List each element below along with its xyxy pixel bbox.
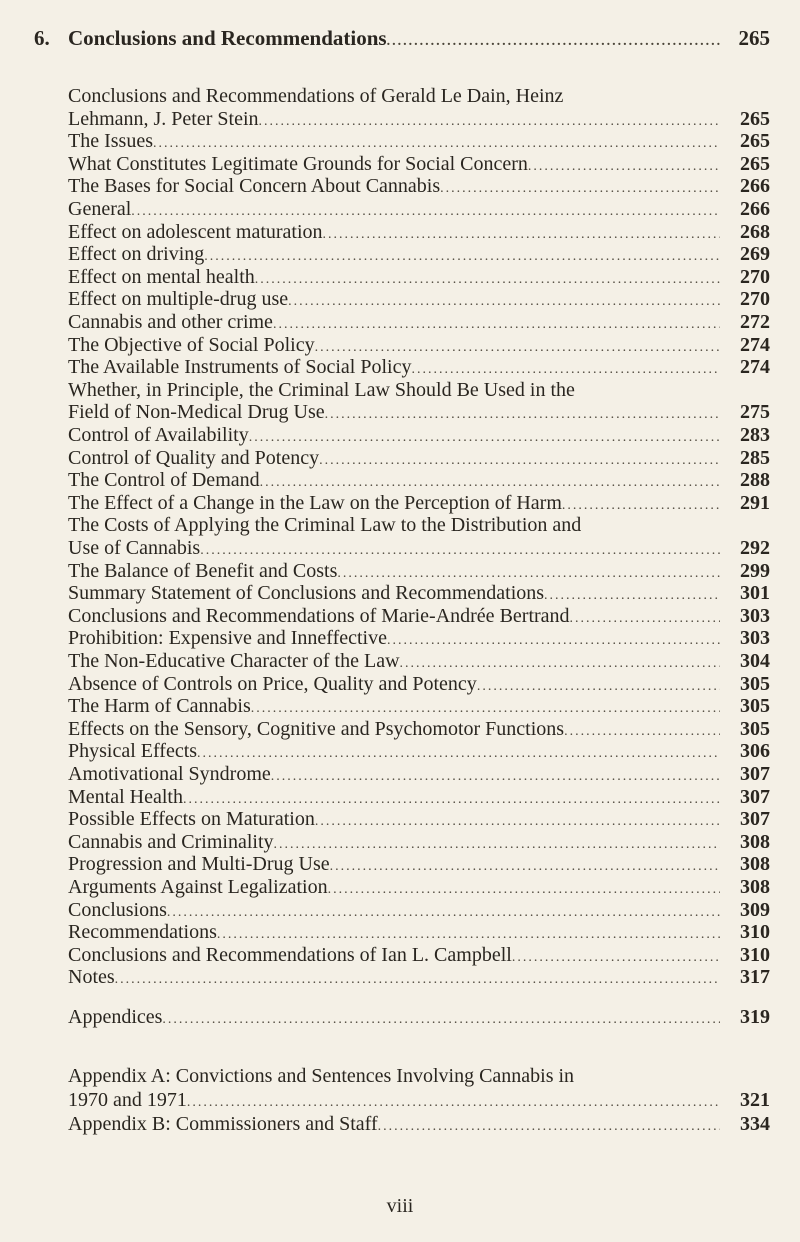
toc-entry-page: 269 [740,243,770,266]
toc-entry-page: 305 [740,717,770,740]
toc-entry-title: Control of Quality and Potency [68,446,320,469]
toc-entry-line1: Conclusions and Recommendations of Gerald Le Dain, Heinz [68,85,564,107]
section-title: Conclusions and Recommendations [68,26,387,50]
toc-entry-line1: The Costs of Applying the Criminal Law to the Distribution and [68,514,582,537]
toc-entry-page: 305 [740,695,770,718]
toc-entry-title: Conclusions and Recommendations of Ian L. Campbell [68,943,512,966]
toc-entry-title: 1970 and 1971 [68,1089,187,1111]
toc-entry[interactable] [68,1088,770,1115]
toc-entry-page: 308 [740,830,770,853]
toc-entry-title: Effect on adolescent maturation [68,220,323,243]
toc-entry-page: 274 [740,333,770,356]
toc-entry-title: Effect on driving [68,243,205,266]
toc-entry-title: Control of Availability [68,424,249,446]
toc-entry-title: Physical Effects [68,740,198,763]
toc-entry-page: 303 [740,627,770,650]
toc-entry-title: Cannabis and other crime [68,311,273,333]
toc-entry-page: 308 [740,853,770,876]
toc-entry-line1: Appendix A: Convictions and Sentences Involving Cannabis in [68,1065,575,1087]
toc-entry-page: 306 [740,740,770,763]
toc-entry-title: Notes [68,966,115,989]
toc-entry-title: Use of Cannabis [68,537,201,559]
toc-entry-title: Effect on mental health [68,265,255,288]
toc-entry-title: Prohibition: Expensive and Inneffective [68,627,387,650]
toc-entry-page: 304 [740,650,770,672]
toc-entry-page: 317 [740,966,770,989]
toc-entry-title: Possible Effects on Maturation [68,808,315,831]
toc-entry-page: 274 [740,356,770,379]
toc-entry-title: Appendix B: Commissioners and Staff [68,1113,378,1135]
toc-entry-page: 270 [740,265,770,288]
toc-entry-page: 303 [740,604,770,627]
toc-entry-page: 266 [740,175,770,198]
page-number: viii [386,1195,414,1217]
toc-entry-page: 268 [740,220,770,243]
toc-entry-title: Mental Health [68,785,183,808]
appendices-title: Appendices [68,1006,163,1028]
toc-entry-page: 307 [740,785,770,808]
toc-entry-title: The Balance of Benefit and Costs [68,559,338,582]
toc-entry-page: 308 [740,876,770,898]
toc-entry-title: The Objective of Social Policy [68,333,315,356]
toc-entry-line1: Whether, in Principle, the Criminal Law Should Be Used in the [68,378,575,401]
toc-entry-page: 334 [740,1113,770,1135]
toc-entry-page: 307 [740,808,770,831]
toc-appendices [68,1005,770,1032]
toc-entry-page: 305 [740,672,770,695]
toc-entry-page: 275 [740,401,770,424]
toc-entry-page: 288 [740,469,770,492]
toc-entry-page: 310 [740,921,770,944]
toc-entry-page: 265 [740,107,770,130]
toc-entry-title: Summary Statement of Conclusions and Recommendations [68,582,545,605]
toc-entry-title: Arguments Against Legalization [68,876,328,898]
section-page: 265 [738,26,770,50]
toc-entry-page: 309 [740,898,770,921]
toc-entry-page: 301 [740,582,770,605]
toc-entry-title: The Non-Educative Character of the Law [68,650,400,672]
toc-entry-page: 285 [740,446,770,469]
toc-entry-title: Conclusions and Recommendations of Marie-Andrée Bertrand [68,604,570,627]
appendices-page: 319 [740,1006,770,1028]
toc-entry-title: General [68,198,132,220]
toc-entry-page: 283 [740,424,770,446]
toc-entry-title: The Harm of Cannabis [68,695,251,718]
toc-entry-title: The Control of Demand [68,469,260,492]
toc-entry-page: 265 [740,152,770,175]
toc-entry-page: 299 [740,559,770,582]
toc-entry-title: Effects on the Sensory, Cognitive and Psychomotor Functions [68,717,565,740]
toc-entry-page: 266 [740,198,770,220]
toc-entry[interactable] [68,965,770,992]
toc-entry-title: The Issues [68,130,153,153]
toc-entry-title: Recommendations [68,921,217,944]
toc-entry-title: Amotivational Syndrome [68,763,271,785]
toc-entry-page: 270 [740,288,770,311]
toc-entry-page: 292 [740,537,770,559]
toc-entry-title: Cannabis and Criminality [68,830,274,853]
toc-entry-title: Lehmann, J. Peter Stein [68,107,259,130]
toc-entry-page: 265 [740,130,770,153]
toc-entry-title: Conclusions [68,898,167,921]
toc-entry-page: 291 [740,491,770,514]
toc-entry-page: 307 [740,763,770,785]
toc-entry-title: The Available Instruments of Social Policy [68,356,412,379]
toc-entry-title: Effect on multiple-drug use [68,288,289,311]
toc-entry-title: Progression and Multi-Drug Use [68,853,330,876]
toc-entry[interactable] [68,1112,770,1139]
toc-section-6 [34,26,770,54]
toc-entry-page: 310 [740,943,770,966]
toc-entry-page: 321 [740,1089,770,1111]
toc-entry-page: 272 [740,311,770,333]
section-number: 6. [34,26,50,50]
toc-entry-title: What Constitutes Legitimate Grounds for Social Concern [68,152,528,175]
toc-entry-title: Field of Non-Medical Drug Use [68,401,325,424]
toc-entry-title: Absence of Controls on Price, Quality and Potency [68,672,477,695]
toc-entry-title: The Effect of a Change in the Law on the Perception of Harm [68,491,562,514]
toc-entry-title: The Bases for Social Concern About Cannabis [68,175,441,198]
